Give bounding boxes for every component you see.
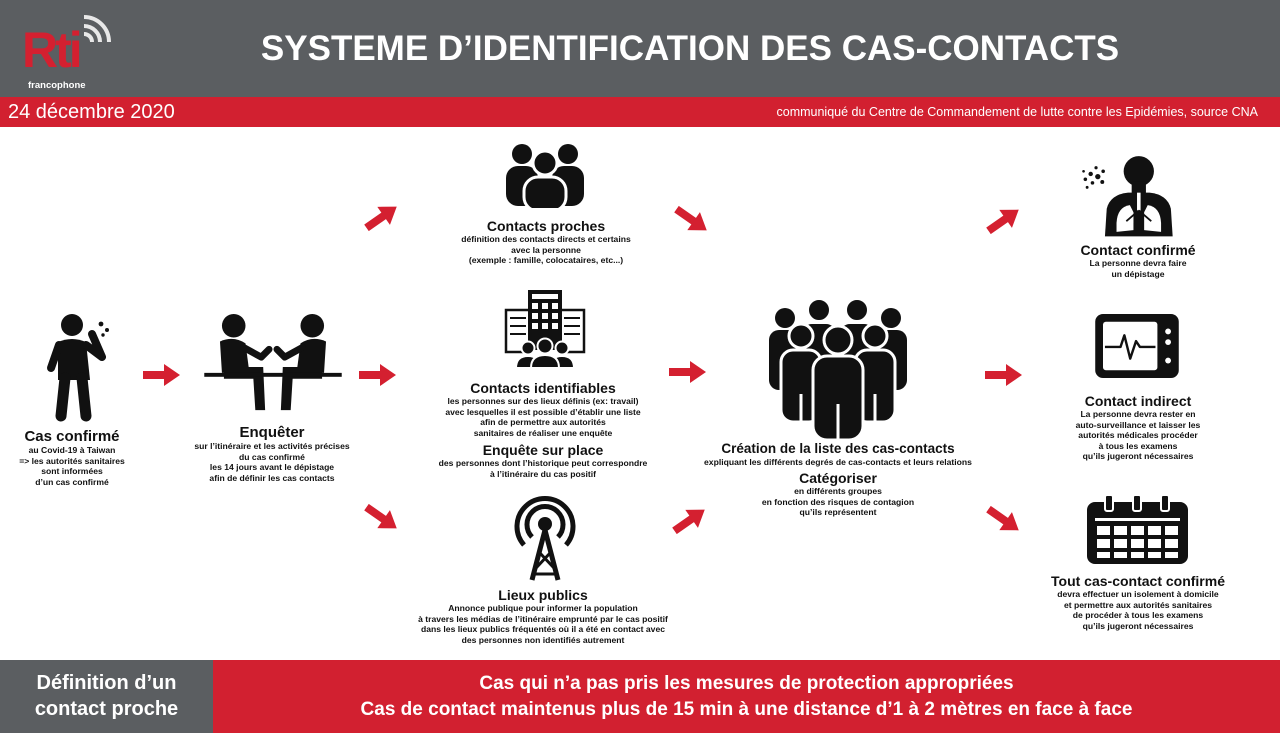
step-title: Création de la liste des cas-contacts bbox=[721, 441, 955, 456]
description-line: => les autorités sanitaires bbox=[19, 455, 125, 466]
outcome-contact-confirme bbox=[1048, 242, 1228, 279]
page-title: SYSTEME D’IDENTIFICATION DES CAS-CONTACTS bbox=[260, 29, 1120, 68]
description-line: avec lesquelles il est possible d’établir une liste bbox=[445, 406, 641, 417]
description-line: sont informées bbox=[41, 466, 103, 477]
description-line: les personnes sur des lieux définis (ex: travail) bbox=[447, 396, 639, 406]
description-line: de procéder à tous les examens bbox=[1072, 610, 1204, 621]
logo: Rti bbox=[22, 22, 80, 78]
office-building-icon bbox=[500, 288, 590, 368]
investigators-icon bbox=[204, 312, 342, 420]
definition-line: Cas qui n’a pas pris les mesures de protection appropriées bbox=[479, 673, 1014, 694]
description-line: à l’itinéraire du cas positif bbox=[489, 468, 597, 479]
description-line: qu’ils jugeront nécessaires bbox=[1082, 620, 1194, 631]
description-line: avec la personne bbox=[511, 244, 581, 255]
footer-label-line: Définition d’un bbox=[36, 672, 177, 694]
step-cas-confirme bbox=[2, 428, 142, 487]
lungs-person-icon bbox=[1080, 148, 1178, 240]
description-line: des personnes dont l’historique peut correspondre bbox=[438, 458, 648, 468]
step-categoriser bbox=[718, 470, 958, 518]
step-contacts-identifiables bbox=[413, 380, 673, 438]
description-line: définition des contacts directs et certains bbox=[461, 234, 631, 244]
arrow-up-right-icon bbox=[982, 199, 1027, 240]
description-line: un dépistage bbox=[1111, 268, 1165, 279]
description-line: au Covid-19 à Taiwan bbox=[28, 445, 116, 455]
step-title: Cas confirmé bbox=[24, 428, 120, 445]
publication-date: 24 décembre 2020 bbox=[8, 101, 175, 123]
step-creation-liste bbox=[678, 441, 998, 468]
description-line: expliquant les différents degrés de cas-contacts et leurs relations bbox=[704, 457, 972, 467]
description-line: dans les lieux publics fréquentés où il a été en contact avec bbox=[420, 624, 666, 635]
description-line: afin de définir les cas contacts bbox=[209, 472, 335, 483]
description-line: (exemple : famille, colocataires, etc...) bbox=[468, 255, 624, 266]
step-title: Contact confirmé bbox=[1080, 242, 1196, 258]
description-line: Annonce publique pour informer la population bbox=[448, 603, 638, 613]
step-lieux-publics bbox=[383, 587, 703, 645]
description-line: afin de permettre aux autorités bbox=[480, 417, 606, 428]
step-enqueter bbox=[172, 424, 372, 483]
header-bar bbox=[0, 0, 1280, 97]
description-line: à travers les médias de l’itinéraire emprunté par le cas positif bbox=[418, 613, 668, 624]
signal-icon bbox=[78, 12, 114, 48]
description-line: La personne devra rester en bbox=[1080, 409, 1196, 419]
step-title: Lieux publics bbox=[498, 587, 588, 603]
description-line: sanitaires de réaliser une enquête bbox=[473, 427, 613, 438]
description-line: autorités médicales procéder bbox=[1078, 430, 1198, 441]
step-title: Contact indirect bbox=[1084, 393, 1192, 409]
step-title: Tout cas-contact confirmé bbox=[1051, 573, 1225, 589]
description-line: et permettre aux autorités sanitaires bbox=[1063, 599, 1213, 610]
description-line: en fonction des risques de contagion bbox=[761, 496, 915, 507]
arrow-right-icon bbox=[669, 360, 707, 384]
description-line: les 14 jours avant le dépistage bbox=[209, 462, 335, 473]
coughing-person-icon bbox=[40, 312, 110, 422]
description-line: d’un cas confirmé bbox=[35, 476, 109, 487]
step-title: Catégoriser bbox=[799, 470, 877, 486]
arrow-right-icon bbox=[359, 363, 397, 387]
description-line: auto-surveillance et laisser les bbox=[1075, 419, 1201, 430]
description-line: du cas confirmé bbox=[239, 451, 305, 462]
heart-monitor-icon bbox=[1092, 312, 1182, 380]
arrow-down-right-icon bbox=[670, 199, 715, 240]
description-line: qu’ils jugeront nécessaires bbox=[1082, 451, 1194, 462]
arrow-right-icon bbox=[985, 363, 1023, 387]
broadcast-antenna-icon bbox=[510, 492, 580, 582]
arrow-up-right-icon bbox=[360, 196, 405, 237]
step-title: Contacts proches bbox=[486, 218, 606, 234]
description-line: à tous les examens bbox=[1098, 440, 1178, 451]
description-line: sur l’itinéraire et les activités précises bbox=[194, 441, 350, 451]
description-line: des personnes non identifiés autrement bbox=[461, 634, 625, 645]
outcome-contact-indirect bbox=[1048, 393, 1228, 462]
crowd-icon bbox=[763, 296, 913, 441]
dateline-bar bbox=[0, 97, 1280, 127]
arrow-down-right-icon bbox=[360, 497, 405, 538]
arrow-right-icon bbox=[143, 363, 181, 387]
description-line: en différents groupes bbox=[794, 486, 882, 496]
description-line: devra effectuer un isolement à domicile bbox=[1057, 589, 1219, 599]
step-enquete-sur-place bbox=[413, 442, 673, 479]
footer-label bbox=[0, 660, 213, 733]
definition-line: Cas de contact maintenus plus de 15 min à une distance d’1 à 2 mètres en face à face bbox=[360, 699, 1133, 720]
outcome-tout-cas-contact bbox=[1028, 573, 1248, 631]
footer-definition bbox=[213, 660, 1280, 733]
step-title: Contacts identifiables bbox=[470, 380, 616, 396]
description-line: La personne devra faire bbox=[1089, 258, 1187, 268]
footer-label-line: contact proche bbox=[34, 698, 179, 720]
arrow-up-right-icon bbox=[668, 499, 713, 540]
group-icon bbox=[505, 138, 585, 208]
step-title: Enquêter bbox=[239, 424, 305, 441]
source-credit: communiqué du Centre de Commandement de lutte contre les Epidémies, source CNA bbox=[776, 105, 1258, 119]
step-title: Enquête sur place bbox=[482, 442, 604, 458]
step-contacts-proches bbox=[426, 218, 666, 266]
logo-subtitle: francophone bbox=[28, 80, 86, 91]
calendar-icon bbox=[1085, 494, 1190, 566]
description-line: qu’ils représentent bbox=[799, 507, 877, 518]
arrow-down-right-icon bbox=[982, 499, 1027, 540]
